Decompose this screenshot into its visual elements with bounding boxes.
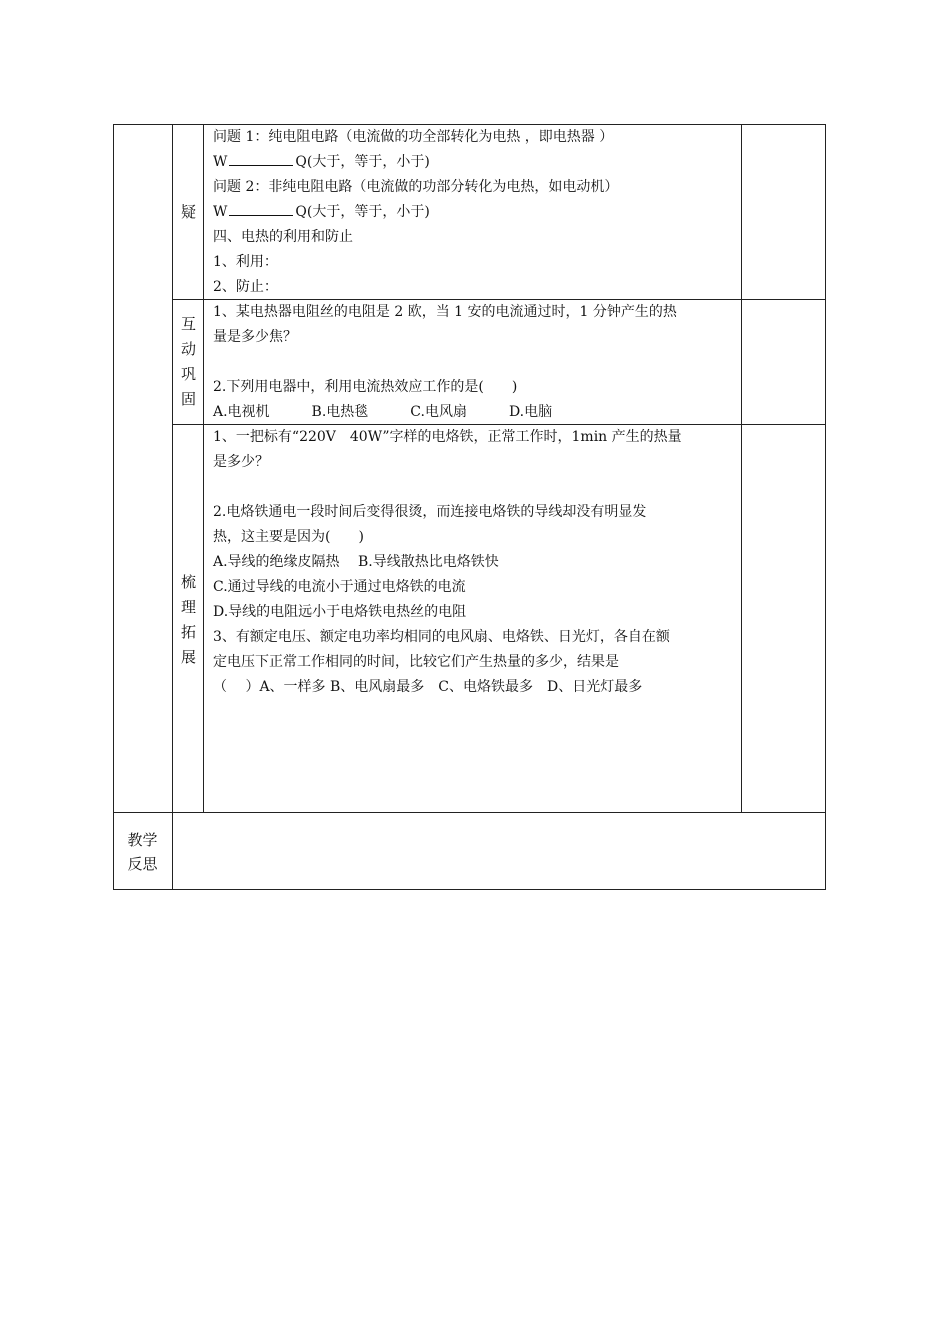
ext-problem-2-option-d: D.导线的电阻远小于电烙铁电热丝的电阻 xyxy=(213,604,467,620)
ext-problem-1-line-2: 是多少？ xyxy=(213,454,269,470)
spacer xyxy=(213,475,738,500)
ext-problem-3-line-3: （ ）A、一样多 B、电风扇最多 C、电烙铁最多 D、日光灯最多 xyxy=(213,679,643,695)
ext-problem-2-line-1: 2.电烙铁通电一段时间后变得很烫，而连接电烙铁的导线却没有明显发 xyxy=(213,504,647,520)
col-divider-2 xyxy=(203,124,204,813)
ext-problem-2-line-2: 热，这主要是因为( ) xyxy=(213,529,364,545)
q2-blank-suffix: Q(大于，等于，小于) xyxy=(295,204,430,220)
section-label-reflection xyxy=(113,828,172,876)
ext-problem-2-option-c: C.通过导线的电流小于通过电烙铁的电流 xyxy=(213,579,466,595)
ext-problem-2-option-ab: A.导线的绝缘皮隔热 B.导线散热比电烙铁快 xyxy=(213,554,499,570)
col-divider-1 xyxy=(172,124,173,890)
label-char-2: 理 xyxy=(180,598,196,616)
problem-2-options: A.电视机 B.电热毯 C.电风扇 D.电脑 xyxy=(213,404,553,420)
table-border-right xyxy=(825,124,826,890)
label-char-1: 互 xyxy=(180,315,196,333)
spacer xyxy=(213,350,738,375)
label-char-4: 固 xyxy=(180,390,196,408)
section-label-yi: 疑 xyxy=(180,203,196,221)
q1-blank-suffix: Q(大于，等于，小于) xyxy=(295,154,430,170)
ext-problem-3-line-2: 定电压下正常工作相同的时间，比较它们产生热量的多少，结果是 xyxy=(213,654,619,670)
label-char-1: 梳 xyxy=(180,573,196,591)
label-char-3: 拓 xyxy=(180,623,196,641)
section-shuli-content xyxy=(213,425,738,700)
problem-1-line-2: 量是多少焦？ xyxy=(213,329,297,345)
section-label-shuli xyxy=(173,570,204,670)
section-yi-content xyxy=(213,125,738,300)
section-hudong-content xyxy=(213,300,738,425)
question-2-blank-line xyxy=(213,200,738,225)
reflection-label-line-2: 反思 xyxy=(127,855,158,873)
section-label-hudong xyxy=(173,312,204,412)
label-char-3: 巩 xyxy=(180,365,196,383)
col-divider-3 xyxy=(741,124,742,813)
ext-problem-1-line-1: 1、一把标有“220V 40W”字样的电烙铁，正常工作时，1min 产生的热量 xyxy=(213,429,682,445)
label-char-2: 动 xyxy=(180,340,196,358)
q1-blank-prefix: W xyxy=(213,154,228,170)
lesson-plan-table xyxy=(113,124,826,890)
ext-problem-3-line-1: 3、有额定电压、额定电功率均相同的电风扇、电烙铁、日光灯，各自在额 xyxy=(213,629,670,645)
table-border-bottom xyxy=(113,889,826,890)
table-border-left xyxy=(113,124,114,890)
question-1-blank-line xyxy=(213,150,738,175)
problem-1-line-1: 1、某电热器电阻丝的电阻是 2 欧，当 1 安的电流通过时，1 分钟产生的热 xyxy=(213,304,677,320)
q1-fill-blank xyxy=(229,151,293,166)
problem-2-text: 2.下列用电器中，利用电流热效应工作的是( ) xyxy=(213,379,518,395)
question-2-text: 问题 2：非纯电阻电路（电流做的功部分转化为电热，如电动机） xyxy=(213,179,619,195)
question-1-text: 问题 1：纯电阻电路（电流做的功全部转化为电热 ，即电热器 ） xyxy=(213,129,614,145)
heading-four: 四、电热的利用和防止 xyxy=(213,229,353,245)
reflection-label-line-1: 教学 xyxy=(127,831,158,849)
reflection-content-cell[interactable] xyxy=(173,813,823,888)
item-use: 1、利用： xyxy=(213,254,278,270)
item-prevent: 2、防止： xyxy=(213,279,278,295)
label-char-4: 展 xyxy=(180,648,196,666)
q2-blank-prefix: W xyxy=(213,204,228,220)
q2-fill-blank xyxy=(229,201,293,216)
